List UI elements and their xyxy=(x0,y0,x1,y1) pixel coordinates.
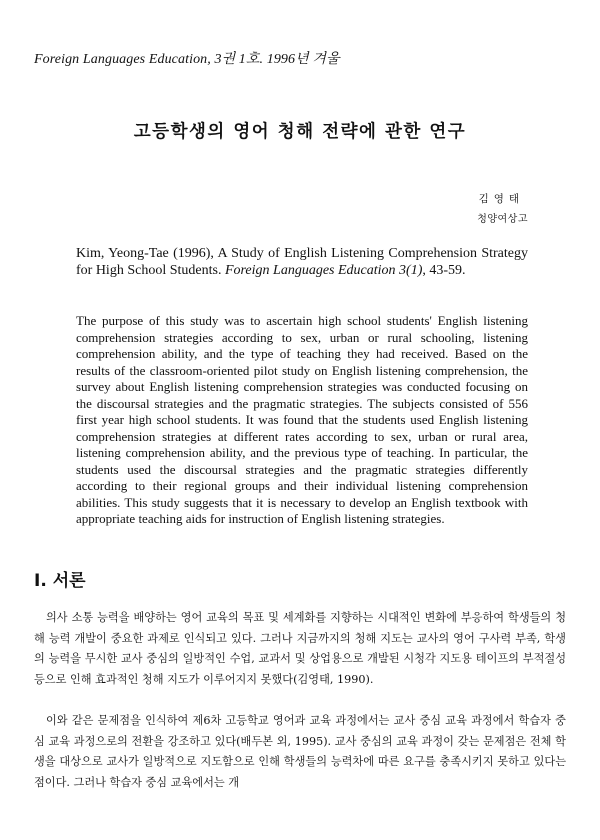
abstract: The purpose of this study was to ascertain high school students' English listening comprehension strategies according to sex, urban or rural schooling, listening comprehension ability, and the type of teaching they had received. Based on the results of the classroom-oriented pilot study on English listening comprehension, the survey about English listening comprehension strategies was conducted focusing on the discoursal strategies and the pragmatic strategies. The subjects consisted of 556 first year high school students. It was found that the students used English listening comprehension strategies at different rates according to sex, urban or rural area, listening comprehension ability, and the previous type of teaching. In particular, the students used the discoursal strategies and the pragmatic strategies differently according to their regional groups and their individual listening comprehension abilities. This study suggests that it is necessary to develop an English textbook with appropriate teaching aids for instruction of English listening strategies. xyxy=(76,313,528,526)
author-name: 김영태 xyxy=(478,193,524,205)
author-affiliation: 청양여상고 xyxy=(477,214,528,225)
citation-lead: Kim, Yeong-Tae (1996), A Study of English Listening Comprehension Strategy for High School Students. xyxy=(76,246,528,278)
body-paragraph: 이와 같은 문제점을 인식하여 제6차 고등학교 영어과 교육 과정에서는 교사 중심 교육 과정에서 학습자 중심 교육 과정으로의 전환을 강조하고 있다(배두본 외, 1995). 교사 중심의 교육 과정이 갖는 문제점은 전체 학생을 대상으로 교사가 일방적으로 지도함으로 인해 학생들의 능력차에 따른 요구를 충족시키지 못하고 있다는 점이다. 그러나 학습자 중심 교육에서는 개 xyxy=(34,714,566,789)
body-paragraph: 의사 소통 능력을 배양하는 영어 교육의 목표 및 세계화를 지향하는 시대적인 변화에 부응하여 학생들의 청해 능력 개발이 중요한 과제로 인식되고 있다. 그러나 지금까지의 청해 지도는 교사의 영어 구사력 부족, 학생의 능력을 무시한 교사 중심의 일방적인 수업, 교과서 및 상업용으로 개발된 시청각 지도용 테이프의 부적절성 등으로 인해 효과적인 청해 지도가 이루어지지 못했다(김영태, 1990). xyxy=(34,611,566,686)
citation-pages: , 43-59. xyxy=(422,263,466,278)
section-heading: I. 서론 xyxy=(34,571,86,591)
journal-header: Foreign Languages Education, 3권 1호. 1996년 겨울 xyxy=(34,52,340,67)
citation-journal: Foreign Languages Education 3(1) xyxy=(224,263,423,278)
citation xyxy=(76,245,528,279)
paper-title: 고등학생의 영어 청해 전략에 관한 연구 xyxy=(133,122,467,142)
